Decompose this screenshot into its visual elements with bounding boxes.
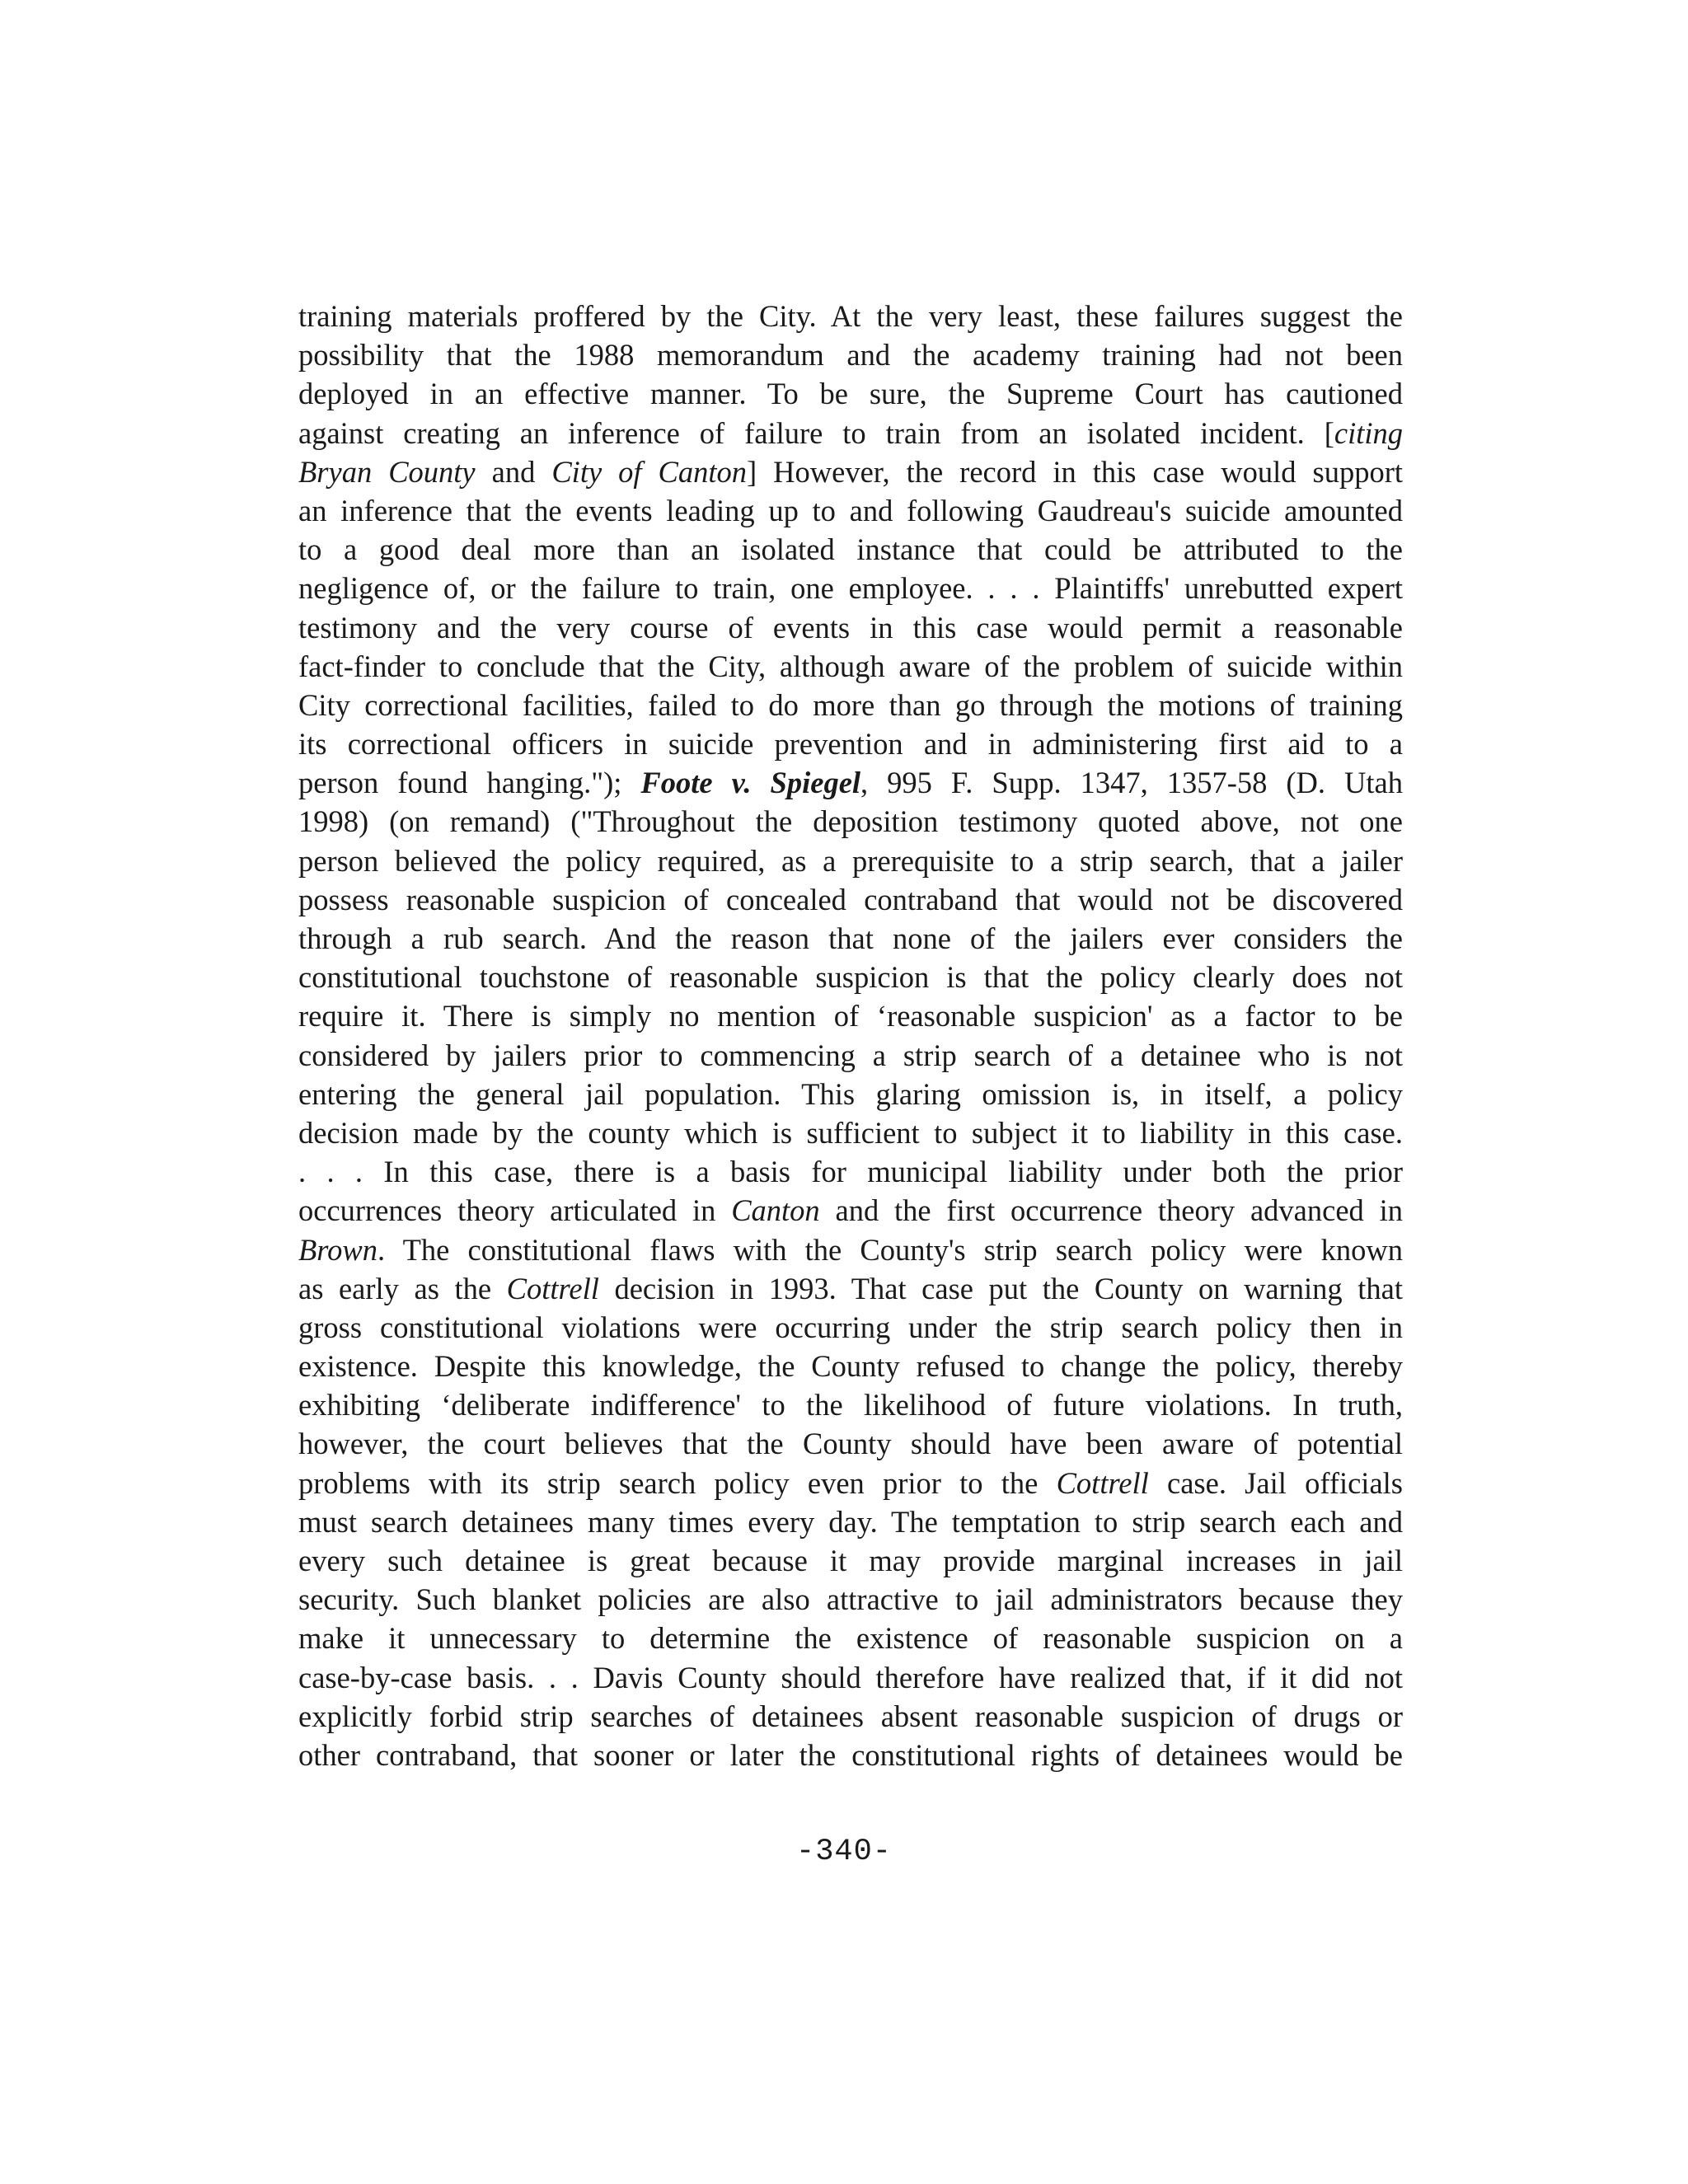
text-line (298, 530, 1403, 569)
italic-citation: citing (1334, 415, 1403, 450)
text-line (298, 763, 1403, 802)
text-segment: decision made by the county which is sufficient to subject it to liability in this case. (298, 1115, 1403, 1150)
text-line (298, 647, 1403, 686)
italic-citation: City of Canton (551, 454, 748, 489)
italic-citation: Bryan County (298, 454, 476, 489)
italic-citation: Cottrell (506, 1271, 599, 1305)
text-segment: require it. There is simply no mention of ‘reasonable suspicion' as a factor to be (298, 999, 1403, 1033)
text-segment: occurrences theory articulated in (298, 1193, 732, 1228)
text-segment: an inference that the events leading up to and following Gaudreau's suicide amounted (298, 493, 1403, 527)
text-segment: other contraband, that sooner or later the constitutional rights of detainees would be (298, 1737, 1403, 1772)
text-segment: considered by jailers prior to commencing a strip search of a detainee who is not (298, 1038, 1403, 1072)
text-segment: exhibiting ‘deliberate indifference' to the likelihood of future violations. In truth, (298, 1388, 1403, 1422)
text-line (298, 1736, 1403, 1774)
text-segment: person believed the policy required, as a prerequisite to a strip search, that a jailer (298, 843, 1403, 878)
text-segment: . The constitutional flaws with the County's strip search policy were known (377, 1232, 1403, 1267)
text-line (298, 1191, 1403, 1230)
text-line (298, 1424, 1403, 1463)
body-text (298, 297, 1403, 1774)
text-segment: person found hanging."); (298, 766, 641, 800)
text-segment: gross constitutional violations were occurring under the strip search policy then in (298, 1310, 1403, 1344)
text-segment: City correctional facilities, failed to do more than go through the motions of training (298, 687, 1403, 722)
text-segment: possess reasonable suspicion of concealed contraband that would not be discovered (298, 882, 1403, 916)
text-line (298, 1347, 1403, 1385)
text-line (298, 491, 1403, 530)
text-line (298, 335, 1403, 374)
text-segment: however, the court believes that the County should have been aware of potential (298, 1427, 1403, 1461)
text-line (298, 1230, 1403, 1269)
text-segment: and (475, 454, 552, 489)
text-line (298, 569, 1403, 607)
text-segment: testimony and the very course of events in this case would permit a reasonable (298, 610, 1403, 644)
text-segment: negligence of, or the failure to train, one employee. . . . Plaintiffs' unrebutted expert (298, 571, 1403, 606)
text-line (298, 724, 1403, 763)
italic-citation: Canton (731, 1193, 820, 1228)
text-line (298, 452, 1403, 491)
text-segment: problems with its strip search policy even prior to the (298, 1465, 1057, 1500)
text-line (298, 802, 1403, 841)
text-segment: decision in 1993. That case put the County on warning that (598, 1271, 1403, 1305)
text-segment: its correctional officers in suicide prevention and in administering first aid to a (298, 727, 1403, 762)
text-segment: case. Jail officials (1148, 1465, 1403, 1500)
text-segment: ] However, the record in this case would support (747, 454, 1404, 489)
text-line (298, 686, 1403, 724)
text-line (298, 374, 1403, 413)
page-number: -340- (795, 1835, 893, 1869)
text-line (298, 841, 1403, 880)
text-segment: deployed in an effective manner. To be sure, the Supreme Court has cautioned (298, 377, 1403, 411)
text-line (298, 1658, 1403, 1697)
text-line (298, 1152, 1403, 1191)
italic-citation: Brown (298, 1232, 377, 1267)
italic-citation: Cottrell (1056, 1465, 1149, 1500)
text-line (298, 1619, 1403, 1657)
text-segment: every such detainee is great because it may provide marginal increases in jail (298, 1544, 1403, 1577)
text-segment: 1998) (on remand) ("Throughout the deposition testimony quoted above, not one (298, 804, 1403, 839)
text-segment: constitutional touchstone of reasonable suspicion is that the policy clearly does not (298, 960, 1403, 995)
text-segment: training materials proffered by the City. At the very least, these failures suggest the (298, 299, 1403, 333)
text-line (298, 880, 1403, 919)
text-segment: as early as the (298, 1271, 507, 1305)
text-segment: , 995 F. Supp. 1347, 1357-58 (D. Utah (860, 766, 1403, 800)
text-segment: case-by-case basis. . . Davis County should therefore have realized that, if it did not (298, 1660, 1403, 1694)
text-segment: through a rub search. And the reason that none of the jailers ever considers the (298, 921, 1403, 955)
text-line (298, 1036, 1403, 1075)
text-line (298, 1385, 1403, 1424)
text-segment: against creating an inference of failure to train from an isolated incident. [ (298, 415, 1334, 450)
text-line (298, 1075, 1403, 1113)
text-line (298, 414, 1403, 452)
text-segment: . . . In this case, there is a basis for municipal liability under both the prior (298, 1155, 1403, 1189)
text-segment: must search detainees many times every day. The temptation to strip search each and (298, 1504, 1403, 1539)
text-line (298, 1308, 1403, 1347)
text-segment: possibility that the 1988 memorandum and the academy training had not been (298, 338, 1403, 373)
text-segment: and the first occurrence theory advanced in (819, 1193, 1403, 1228)
text-line (298, 1541, 1403, 1580)
text-line (298, 297, 1403, 335)
text-line (298, 919, 1403, 958)
text-line (298, 1113, 1403, 1152)
text-line (298, 1502, 1403, 1541)
text-segment: to a good deal more than an isolated instance that could be attributed to the (298, 532, 1403, 567)
case-name-bold-italic: Foote v. Spiegel (640, 766, 861, 800)
text-segment: entering the general jail population. This glaring omission is, in itself, a policy (298, 1076, 1403, 1111)
text-line (298, 1580, 1403, 1619)
text-segment: make it unnecessary to determine the existence of reasonable suspicion on a (298, 1621, 1403, 1656)
text-line (298, 608, 1403, 647)
text-line (298, 996, 1403, 1035)
text-segment: existence. Despite this knowledge, the County refused to change the policy, thereby (298, 1349, 1403, 1384)
text-line (298, 958, 1403, 996)
text-segment: fact-finder to conclude that the City, although aware of the problem of suicide within (298, 649, 1403, 683)
text-segment: explicitly forbid strip searches of detainees absent reasonable suspicion of drugs or (298, 1699, 1403, 1733)
text-line (298, 1697, 1403, 1736)
text-segment: security. Such blanket policies are also attractive to jail administrators because they (298, 1582, 1403, 1617)
text-line (298, 1464, 1403, 1502)
text-line (298, 1269, 1403, 1308)
